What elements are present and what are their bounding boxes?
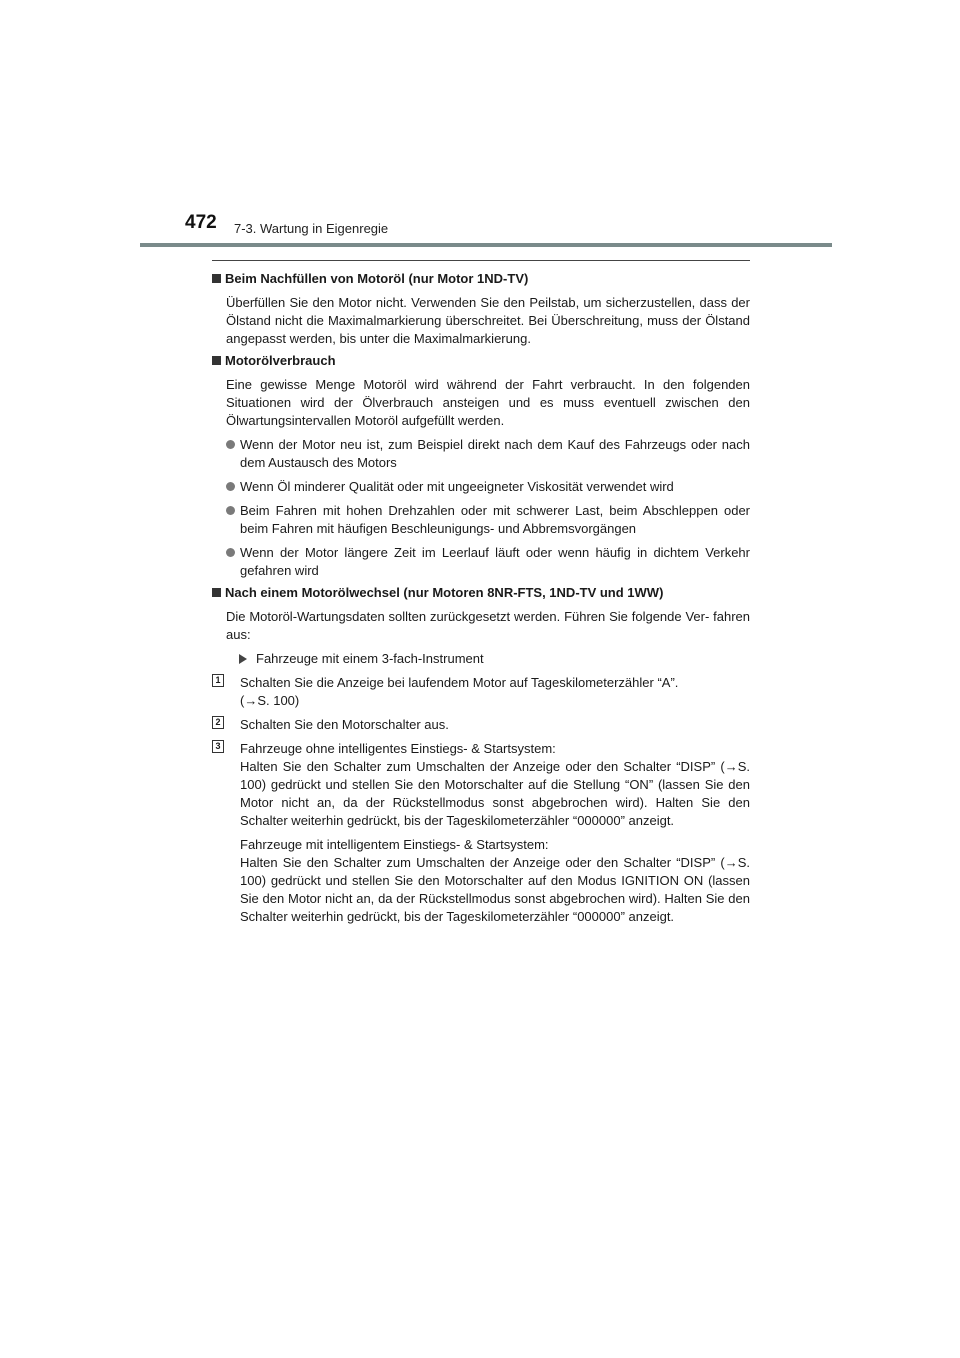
step-item (212, 674, 750, 710)
list-item-text: Wenn der Motor längere Zeit im Leerlauf läuft oder wenn häufig in dichtem Verkehr gefahren wird (240, 545, 750, 578)
section-title-text: Nach einem Motorölwechsel (nur Motoren 8NR-FTS, 1ND-TV und 1WW) (225, 585, 664, 600)
header-rule (140, 243, 832, 247)
list-item-text: Beim Fahren mit hohen Drehzahlen oder mit schwerer Last, beim Abschleppen oder beim Fahren mit häufigen Beschleunigungs- und Abbremsvorgängen (240, 503, 750, 536)
section-title-text: Motorölverbrauch (225, 353, 336, 368)
square-bullet-icon (212, 274, 221, 283)
section-paragraph: Eine gewisse Menge Motoröl wird während der Fahrt verbraucht. In den folgenden Situationen wird der Ölverbrauch ansteigen und es muss eventuell zwischen den Ölwartungsintervallen Motoröl aufgefüllt werden. (226, 377, 750, 428)
square-bullet-icon (212, 588, 221, 597)
list-item-text: Wenn der Motor neu ist, zum Beispiel direkt nach dem Kauf des Fahrzeugs oder nach dem Austausch des Motors (240, 437, 750, 470)
step-item (212, 716, 750, 734)
section-rule (212, 260, 750, 261)
step-text: Schalten Sie die Anzeige bei laufendem Motor auf Tageskilometerzähler “A”. (→S. 100) (240, 675, 679, 708)
section-title (212, 270, 750, 288)
list-item (226, 502, 750, 538)
chapter-title: 7-3. Wartung in Eigenregie (234, 221, 389, 236)
circle-bullet-icon (226, 548, 235, 557)
step-item (212, 740, 750, 830)
circle-bullet-icon (226, 482, 235, 491)
circle-bullet-icon (226, 506, 235, 515)
square-bullet-icon (212, 356, 221, 365)
step-number-badge: 1 (212, 674, 224, 687)
condition-item (239, 650, 750, 668)
list-item-text: Wenn Öl minderer Qualität oder mit ungeeigneter Viskosität verwendet wird (240, 479, 674, 494)
list-item (226, 478, 750, 496)
page-number: 472 (185, 212, 217, 233)
step-text: Fahrzeuge ohne intelligentes Einstiegs- & Startsystem: Halten Sie den Schalter zum Umschalten der Anzeige oder den Schalter “DISP” (→S. 100) gedrückt und stellen Sie den Motorschalter auf die Stellung “ON” (lassen Sie den Motor nicht an, da der Rückstellmodus sonst abgebrochen wird). Halten Sie den Schalter weiterhin gedrückt, bis der Tageskilometerzähler “000000” anzeigt. (240, 741, 750, 828)
triangle-arrow-icon (239, 654, 247, 664)
section-title (212, 352, 750, 370)
section-title-text: Beim Nachfüllen von Motoröl (nur Motor 1ND-TV) (225, 271, 529, 286)
section-title (212, 584, 750, 602)
step-extra-text: Fahrzeuge mit intelligentem Einstiegs- & Startsystem: Halten Sie den Schalter zum Umschalten der Anzeige oder den Schalter “DISP” (→S. 100) gedrückt und stellen Sie den Motorschalter auf den Modus IGNITION ON (lassen Sie den Motor nicht an, da der Rückstellmodus sonst abgebrochen wird). Halten Sie den Schalter weiterhin gedrückt, bis der Tageskilometerzähler “000000” anzeigt. (240, 837, 750, 924)
step-number-badge: 3 (212, 740, 224, 753)
step-number-badge: 2 (212, 716, 224, 729)
section-paragraph: Die Motoröl-Wartungsdaten sollten zurückgesetzt werden. Führen Sie folgende Ver- fahren aus: (226, 609, 750, 642)
list-item (226, 436, 750, 472)
main-content (212, 266, 750, 926)
step-text: Schalten Sie den Motorschalter aus. (240, 717, 449, 732)
list-item (226, 544, 750, 580)
circle-bullet-icon (226, 440, 235, 449)
section-paragraph: Überfüllen Sie den Motor nicht. Verwenden Sie den Peilstab, um sicherzustellen, dass der Ölstand nicht die Maximalmarkierung überschreitet. Bei Überschreitung, muss der Ölstand angepasst werden, bis unter die Maximalmarkierung. (226, 295, 750, 346)
condition-text: Fahrzeuge mit einem 3-fach-Instrument (256, 651, 484, 666)
